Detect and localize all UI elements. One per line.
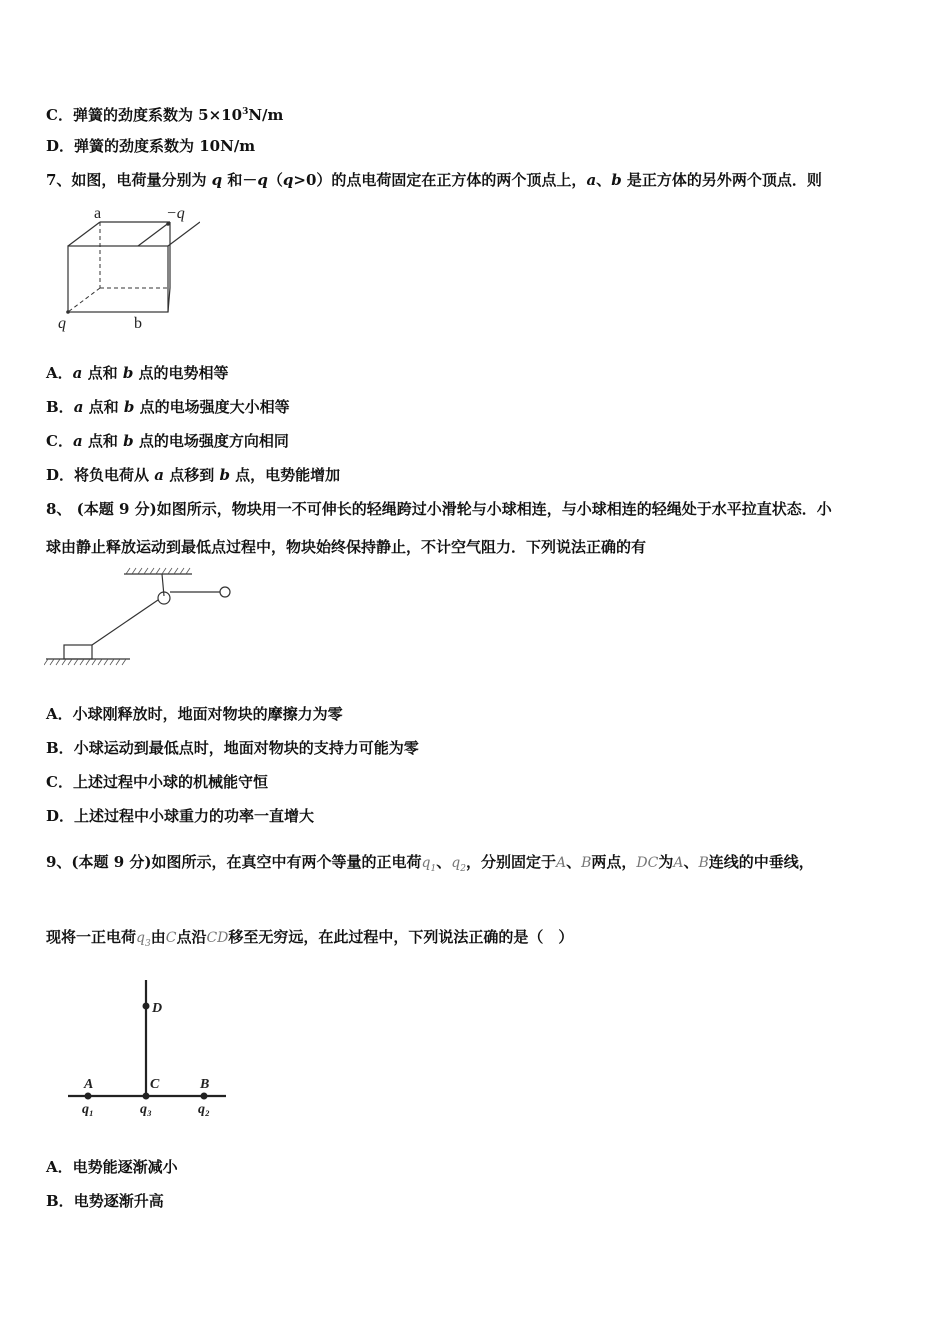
label-b: B	[200, 1077, 210, 1092]
option-letter: D．	[46, 137, 75, 155]
label-c: C	[150, 1077, 160, 1092]
q7-option-c: C．a 点和 b 点的电场强度方向相同	[46, 432, 289, 450]
q8-pulley-figure	[44, 566, 244, 670]
label-q: q	[58, 315, 66, 332]
label-q2: q₂	[198, 1102, 210, 1117]
q9-charges-figure	[64, 976, 234, 1122]
block	[64, 645, 92, 659]
charge-neg-q-point	[166, 222, 170, 226]
charge-q-point	[66, 310, 70, 314]
label-q3: q₃	[140, 1102, 152, 1117]
q8-option-d: D．上述过程中小球重力的功率一直增大	[46, 807, 315, 825]
q7-stem: 7、如图，电荷量分别为 q 和－q（q>0）的点电荷固定在正方体的两个顶点上，a、b 是正方体的另外两个顶点．则	[46, 171, 822, 189]
q8-stem-line-1: 8、 (本题 9 分)如图所示，物块用一不可伸长的轻绳跨过小滑轮与小球相连，与小球相连的轻绳处于水平拉直状态．小	[46, 500, 832, 518]
label-b: b	[134, 315, 142, 332]
q9-stem-line-1: 9、(本题 9 分)如图所示，在真空中有两个等量的正电荷$q_1$、$q_2$，分别固定于A、B两点，DC为A、B连线的中垂线，	[46, 853, 814, 874]
q9-stem-line-2: 现将一正电荷$q_3$由C点沿CD移至无穷远，在此过程中，下列说法正确的是（ ）	[46, 928, 574, 949]
point-d	[143, 1003, 150, 1010]
point-a	[85, 1093, 92, 1100]
ball	[220, 587, 230, 597]
label-q1: q₁	[82, 1102, 94, 1117]
slanted-rope	[92, 600, 158, 645]
q7-option-b: B．a 点和 b 点的电场强度大小相等	[46, 398, 290, 416]
label-neg-q: −q	[166, 205, 185, 222]
option-letter: C．	[46, 106, 73, 124]
point-c	[143, 1093, 150, 1100]
q8-option-c: C．上述过程中小球的机械能守恒	[46, 773, 268, 791]
q7-option-d: D．将负电荷从 a 点移到 b 点，电势能增加	[46, 466, 341, 484]
q7-cube-figure	[50, 204, 200, 334]
q9-option-b: B．电势逐渐升高	[46, 1192, 164, 1210]
q6-option-d: D．弹簧的劲度系数为 10N/m	[46, 137, 256, 155]
label-d: D	[152, 1001, 163, 1016]
q8-option-b: B．小球运动到最低点时，地面对物块的支持力可能为零	[46, 739, 419, 757]
label-a: A	[84, 1077, 94, 1092]
cube-front-face	[68, 246, 168, 312]
q7-option-a: A．a 点和 b 点的电势相等	[46, 364, 229, 382]
q8-stem-line-2: 球由静止释放运动到最低点过程中，物块始终保持静止，不计空气阻力．下列说法正确的有	[46, 538, 647, 556]
label-a: a	[94, 205, 102, 222]
point-b	[201, 1093, 208, 1100]
q9-option-a: A．电势能逐渐减小	[46, 1158, 178, 1176]
q8-option-a: A．小球刚释放时，地面对物块的摩擦力为零	[46, 705, 343, 723]
q6-option-c: C．弹簧的劲度系数为 $5\times 10^3N/m$	[46, 106, 284, 124]
